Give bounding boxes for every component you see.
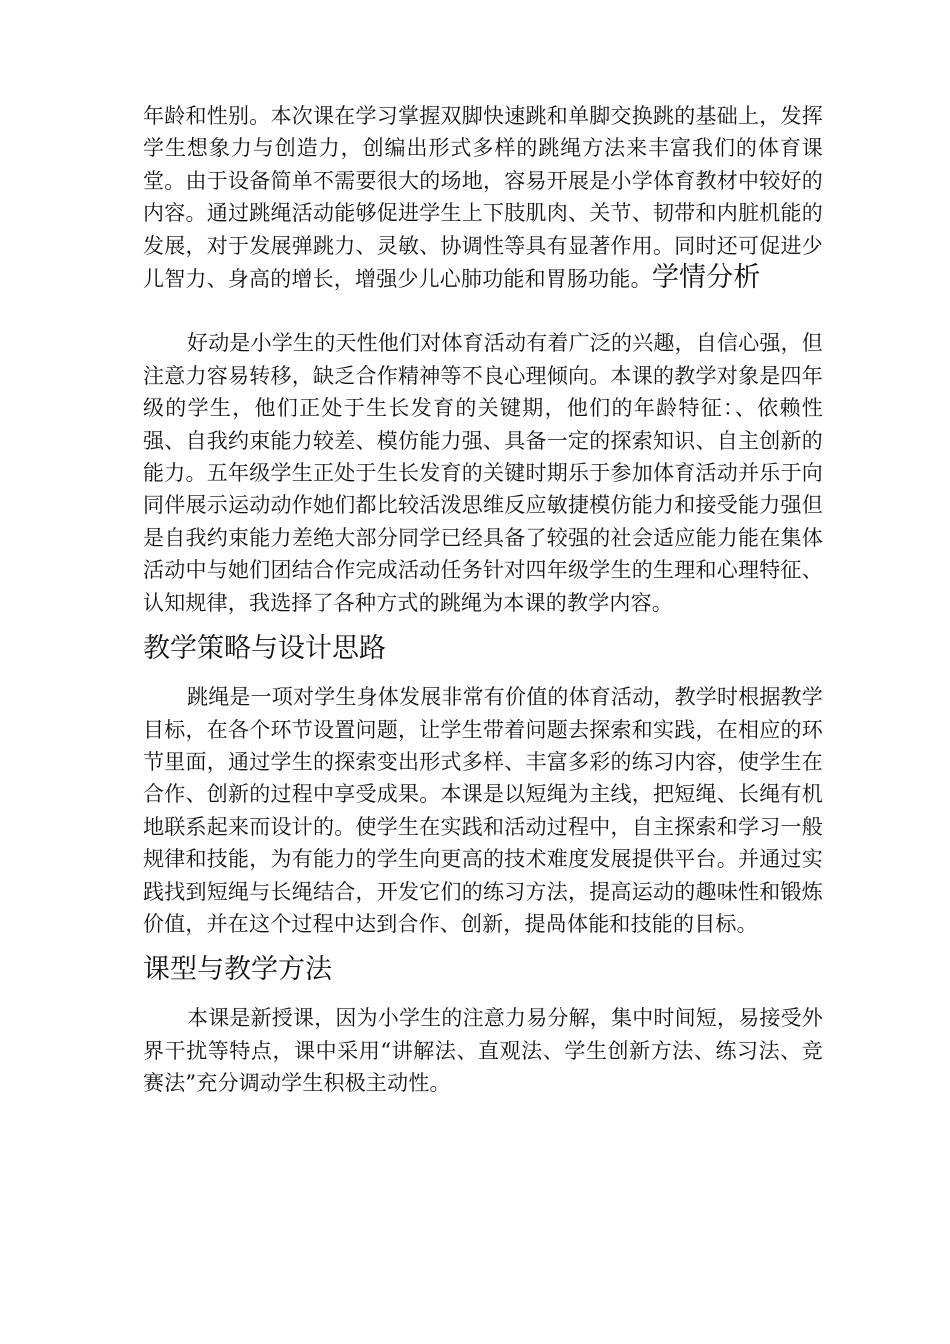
- heading-teaching-strategy: 教学策略与设计思路: [143, 633, 386, 665]
- heading-student-analysis: 学情分析: [651, 262, 761, 294]
- intro-paragraph: [143, 100, 823, 295]
- paragraph-teaching-strategy: 跳绳是一项对学生身体发展非常有价值的体育活动，教学时根据教学目标，在各个环节设置问题，让学生带着问题去探索和实践，在相应的环节里面，通过学生的探索变出形式多样、丰富多彩的练习内容，使学生在合作、创新的过程中享受成果。本课是以短绳为主线，把短绳、长绳有机地联系起来而设计的。使学生在实践和活动过程中，自主探索和学习一般规律和技能，为有能力的学生向更高的技术难度发展提供平台。并通过实践找到短绳与长绳结合，开发它们的练习方法，提高运动的趣味性和锻炼价值，并在这个过程中达到合作、创新，提咼体能和技能的目标。: [143, 685, 823, 936]
- spacer: [143, 669, 823, 681]
- spacer: [143, 990, 823, 1002]
- intro-paragraph-text: 年龄和性别。本次课在学习掌握双脚快速跳和单脚交换跳的基础上，发挥学生想象力与创造力，创编出形式多样的跳绳方法来丰富我们的体育课堂。由于设备简单不需要很大的场地，容易开展是小学体育教材中较好的内容。通过跳绳活动能够促进学生上下肢肌肉、关节、韧带和内脏机能的发展，对于发展弹跳力、灵敏、协调性等具有显著作用。同时还可促进少儿智力、身高的增长，增强少儿心肺功能和胃肠功能。: [143, 104, 823, 292]
- spacer: [143, 295, 823, 327]
- spacer: [143, 940, 823, 950]
- paragraph-student-analysis: 好动是小学生的天性他们对体育活动有着广泛的兴趣，自信心强，但注意力容易转移，缺乏合作精神等不良心理倾向。本课的教学对象是四年级的学生，他们正处于生长发育的关键期，他们的年龄特征：、依赖性强、自我约束能力较差、模仿能力强、具备一定的探索知识、自主创新的能力。五年级学生正处于生长发育的关键时期乐于参加体育活动并乐于向同伴展示运动动作她们都比较活泼思维反应敏捷模仿能力和接受能力强但是自我约束能力差绝大部分同学已经具备了较强的社会适应能力能在集体活动中与她们团结合作完成活动任务针对四年级学生的生理和心理特征、认知规律，我选择了各种方式的跳绳为本课的教学内容。: [143, 331, 823, 615]
- heading-lesson-type: 课型与教学方法: [143, 954, 332, 986]
- document-body: [143, 100, 823, 1100]
- spacer: [143, 619, 823, 629]
- paragraph-lesson-type: 本课是新授课，因为小学生的注意力易分解，集中时间短，易接受外界干扰等特点，课中采用“讲解法、直观法、学生创新方法、练习法、竞赛法”充分调动学生积极主动性。: [143, 1006, 823, 1096]
